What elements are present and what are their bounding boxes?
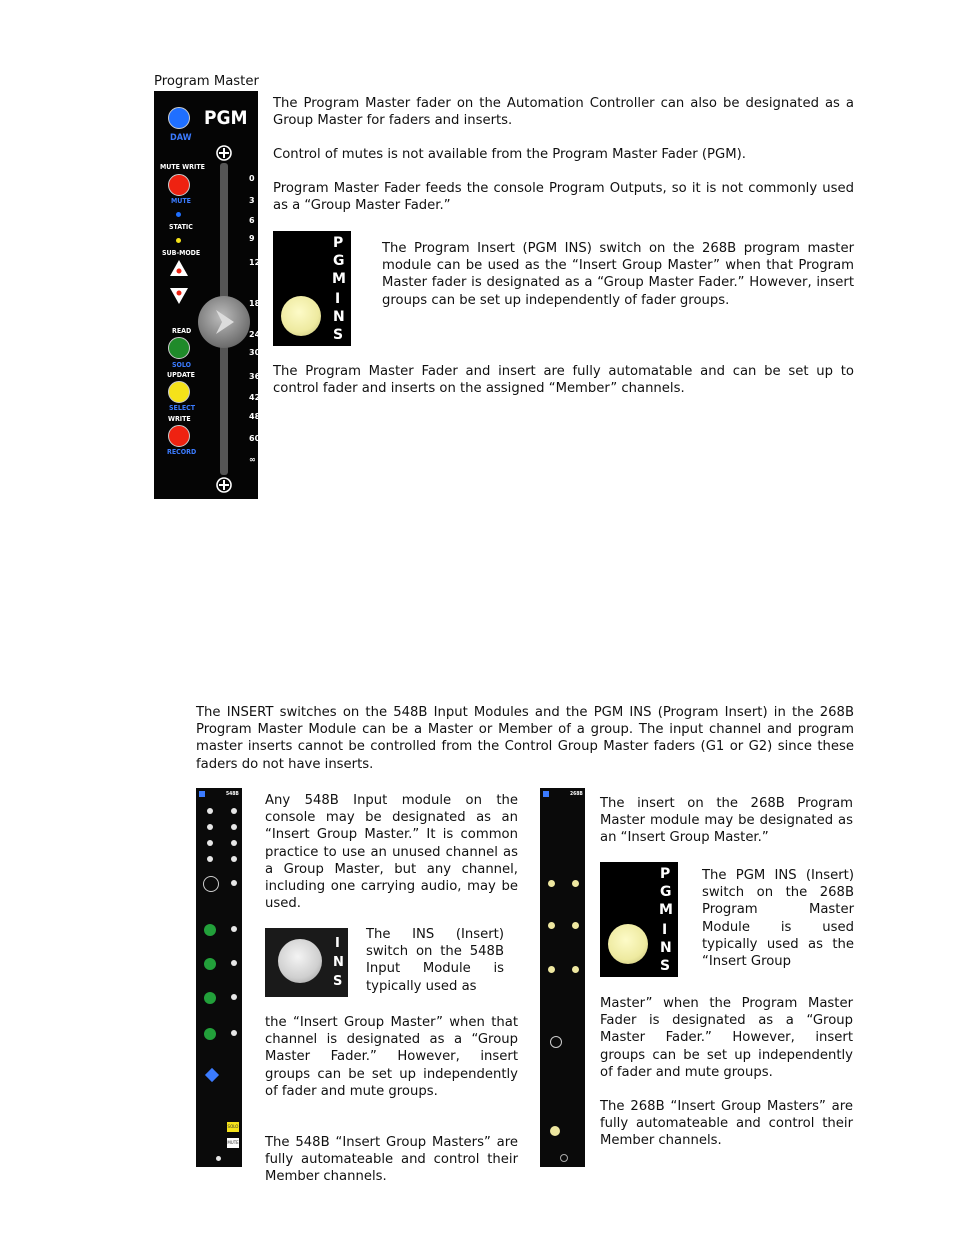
paragraph-automatable: The Program Master Fader and insert are fully automatable and can be set up to control fader and inserts on the assigned “Member” channels. <box>273 364 854 397</box>
paragraph-548b-insert-master: the “Insert Group Master” when that channel is designated as a “Group Master Fader.” However, insert groups can be set up independently of fader and mute groups. <box>265 1015 518 1099</box>
logo-icon <box>199 791 205 797</box>
ins-button-icon <box>278 939 322 983</box>
scale-label: 24 <box>249 330 261 339</box>
sub-mode-led-icon <box>176 238 181 243</box>
sub-mode-label: SUB-MODE <box>162 249 201 257</box>
paragraph-548b-automateable: The 548B “Insert Group Masters” are fully automateable and control their Member channels. <box>265 1135 518 1185</box>
record-label: RECORD <box>167 448 197 456</box>
scale-label: 30 <box>249 348 261 357</box>
paragraph-268b-pgm-ins: The PGM INS (Insert) switch on the 268B Program Master Module is used typically used as the “Insert Group <box>702 868 854 970</box>
write-label: WRITE <box>168 415 191 423</box>
plus-bottom-icon <box>216 477 232 493</box>
ins-switch-image: I N S <box>265 928 348 997</box>
scale-label: 6 <box>249 216 255 225</box>
scale-label: 42 <box>249 393 261 402</box>
solo-label: SOLO <box>172 361 192 369</box>
paragraph-268b-automateable: The 268B “Insert Group Masters” are fully automateable and control their Member channels. <box>600 1099 853 1149</box>
select-label: SELECT <box>169 404 196 412</box>
scale-label: ∞ <box>249 455 256 464</box>
paragraph-548b-group-master: Any 548B Input module on the console may be designated as an “Insert Group Master.” It is common practice to use an unused channel as a Group Master, but any channel, including one carrying audio, may be used. <box>265 793 518 912</box>
scale-label: 12 <box>249 258 261 267</box>
268b-module-image: 268B <box>540 788 585 1167</box>
static-led-icon <box>176 212 181 217</box>
548b-module-image: 548B SOLO MUTE <box>196 788 242 1167</box>
section-heading: Program Master <box>154 74 259 89</box>
fader-knob-icon <box>198 296 250 348</box>
static-label: STATIC <box>169 223 193 231</box>
pgm-ins-button-icon <box>608 924 648 964</box>
scale-label: 9 <box>249 234 255 243</box>
plus-top-icon <box>216 145 232 161</box>
paragraph-program-outputs: Program Master Fader feeds the console Program Outputs, so it is not commonly used as a “Group Master Fader.” <box>273 181 854 214</box>
write-button-icon <box>168 425 190 447</box>
paragraph-insert-switches: The INSERT switches on the 548B Input Modules and the PGM INS (Program Insert) in the 268B Program Master Module can be a Master or Member of a group. The input channel and program master inserts cannot be controlled from the Control Group Master faders (G1 or G2) since these faders do not have inserts. <box>196 705 854 772</box>
read-button-icon <box>168 337 190 359</box>
paragraph-268b-insert-master: The insert on the 268B Program Master module may be designated as an “Insert Group Master.” <box>600 796 853 846</box>
pgm-label: PGM <box>204 107 248 129</box>
up-down-arrows-icon <box>169 259 189 307</box>
pgm-ins-button-icon <box>281 296 321 336</box>
daw-button-icon <box>168 107 190 129</box>
paragraph-268b-master-continued: Master” when the Program Master Fader is designated as a “Group Master Fader.” However, insert groups can be set up independently of fader and mute groups. <box>600 996 853 1080</box>
read-label: READ <box>172 327 192 335</box>
logo-icon <box>543 791 549 797</box>
pgm-ins-switch-image: P G M I N S <box>273 231 351 346</box>
paragraph-pgm-ins: The Program Insert (PGM INS) switch on the 268B program master module can be used as the “Insert Group Master” when that Program Master fader is designated as a “Group Master Fader.” However, insert groups can be set up independently of fader groups. <box>382 241 854 308</box>
scale-label: 36 <box>249 372 261 381</box>
paragraph-ins-switch: The INS (Insert) switch on the 548B Input Module is typically used as <box>366 927 504 994</box>
update-label: UPDATE <box>167 371 195 379</box>
daw-label: DAW <box>170 133 192 143</box>
pgm-ins-switch-image-bottom: P G M I N S <box>600 862 678 977</box>
scale-label: 0 <box>249 174 255 183</box>
pgm-fader-strip-image <box>154 91 261 499</box>
scale-label: 48 <box>249 412 261 421</box>
scale-label: 60 <box>249 434 261 443</box>
mute-label: MUTE <box>171 197 191 205</box>
mute-write-button-icon <box>168 174 190 196</box>
paragraph-group-master: The Program Master fader on the Automation Controller can also be designated as a Group Master for faders and inserts. <box>273 96 854 129</box>
paragraph-mutes: Control of mutes is not available from the Program Master Fader (PGM). <box>273 147 746 162</box>
update-button-icon <box>168 381 190 403</box>
scale-label: 18 <box>249 299 261 308</box>
scale-label: 3 <box>249 196 255 205</box>
mute-write-label: MUTE WRITE <box>160 163 205 171</box>
